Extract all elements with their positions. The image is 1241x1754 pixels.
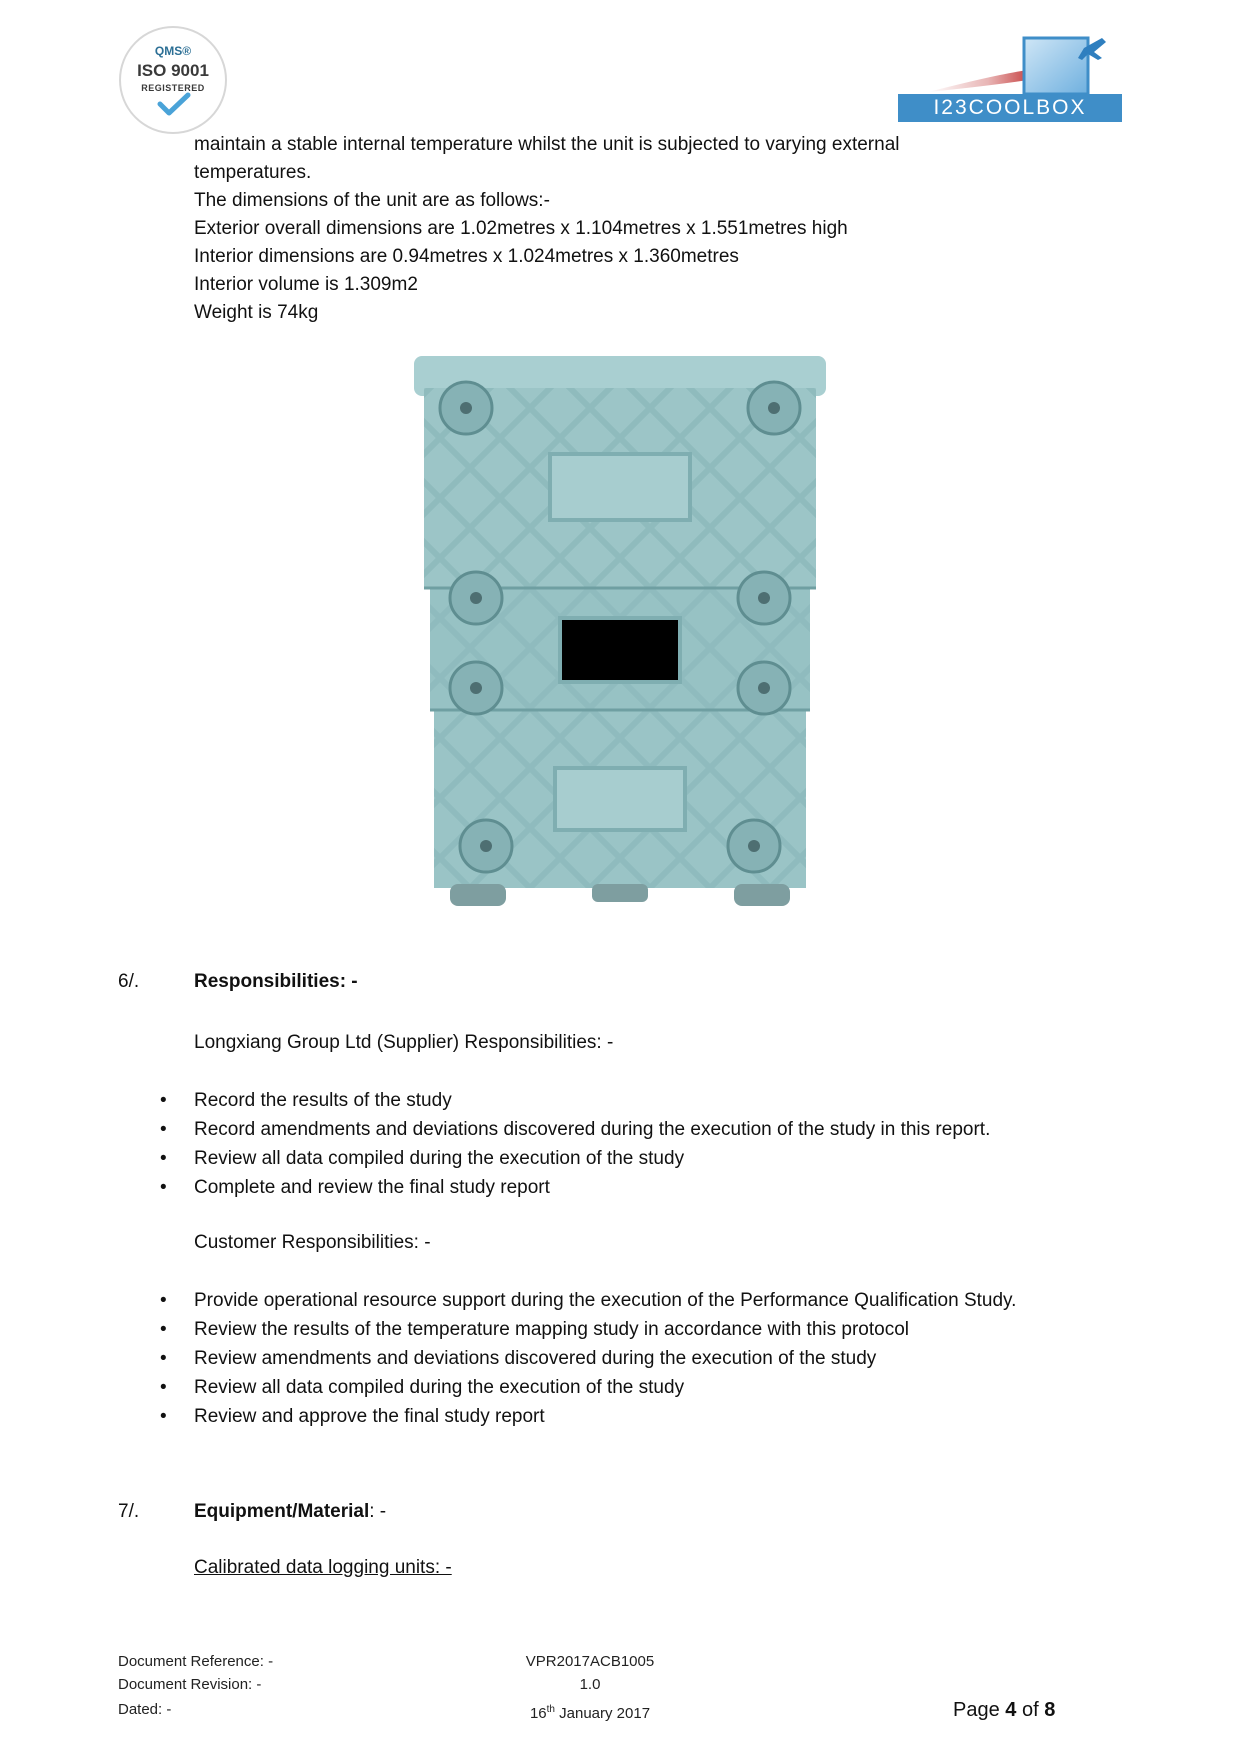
qms-iso-badge <box>119 26 227 134</box>
logging-units-subheading: Calibrated data logging units: - <box>194 1557 452 1578</box>
bullet-text: Review the results of the temperature mapping study in accordance with this protocol <box>194 1319 909 1340</box>
bullet-icon: • <box>160 1319 167 1340</box>
intro-line: Interior volume is 1.309m2 <box>194 274 418 295</box>
intro-line: Exterior overall dimensions are 1.02metres x 1.104metres x 1.551metres high <box>194 218 848 239</box>
intro-paragraph <box>194 131 900 327</box>
qms-label: QMS® <box>154 44 192 58</box>
iso-label: ISO 9001 <box>137 61 209 80</box>
footer-rev-label: Document Revision: - <box>118 1676 262 1693</box>
footer-dated-label: Dated: - <box>118 1701 172 1718</box>
bullet-text: Provide operational resource support during the execution of the Performance Qualification Study. <box>194 1290 1017 1311</box>
section-7-number: 7/. <box>118 1501 140 1522</box>
registered-label: REGISTERED <box>141 83 205 93</box>
intro-line: temperatures. <box>194 162 312 183</box>
list-item <box>0 1316 1241 1345</box>
bullet-text: Record amendments and deviations discovered during the execution of the study in this report. <box>194 1119 991 1140</box>
date-suffix: th <box>546 1704 555 1715</box>
coolbox-product-image <box>410 348 830 918</box>
section-6-title: Responsibilities: - <box>194 971 358 992</box>
bullet-text: Review and approve the final study report <box>194 1406 545 1427</box>
section-7-title-text: Equipment/Material <box>194 1501 370 1522</box>
section-6-number: 6/. <box>118 971 140 992</box>
page-number <box>953 1698 1055 1722</box>
bullet-icon: • <box>160 1148 167 1169</box>
intro-line: Interior dimensions are 0.94metres x 1.024metres x 1.360metres <box>194 246 739 267</box>
list-item <box>0 1345 1241 1374</box>
bullet-icon: • <box>160 1348 167 1369</box>
section-7-title-suffix: : - <box>369 1501 387 1522</box>
list-item <box>0 1403 1241 1432</box>
bullet-text: Complete and review the final study report <box>194 1177 550 1198</box>
list-item <box>0 1087 1241 1116</box>
bullet-text: Review all data compiled during the execution of the study <box>194 1148 685 1169</box>
list-item <box>0 1174 1241 1203</box>
customer-bullet-list <box>0 1287 1241 1432</box>
logo-text: I23COOLBOX <box>898 94 1122 122</box>
checkmark-icon <box>157 92 191 116</box>
company-logo <box>898 34 1122 122</box>
bullet-icon: • <box>160 1177 167 1198</box>
intro-line: Weight is 74kg <box>194 302 319 323</box>
date-day: 16 <box>529 1705 547 1722</box>
footer-ref-label: Document Reference: - <box>118 1653 274 1670</box>
page-middle: of <box>1016 1699 1045 1721</box>
section-7-title <box>194 1498 386 1526</box>
page-prefix: Page <box>953 1699 1006 1721</box>
bullet-icon: • <box>160 1119 167 1140</box>
bullet-icon: • <box>160 1290 167 1311</box>
page-current: 4 <box>1005 1699 1017 1721</box>
list-item <box>0 1116 1241 1145</box>
logo-graphic <box>898 34 1122 96</box>
footer-date-value <box>480 1700 700 1724</box>
page-total: 8 <box>1044 1699 1056 1721</box>
footer-rev-value: 1.0 <box>579 1676 601 1693</box>
intro-line: The dimensions of the unit are as follows:- <box>194 190 550 211</box>
supplier-bullet-list <box>0 1087 1241 1203</box>
date-rest: January 2017 <box>554 1705 651 1722</box>
list-item <box>0 1287 1241 1316</box>
list-item <box>0 1374 1241 1403</box>
intro-line: maintain a stable internal temperature whilst the unit is subjected to varying external <box>194 134 900 155</box>
bullet-text: Record the results of the study <box>194 1090 452 1111</box>
bullet-icon: • <box>160 1377 167 1398</box>
list-item <box>0 1145 1241 1174</box>
bullet-icon: • <box>160 1090 167 1111</box>
bullet-text: Review amendments and deviations discovered during the execution of the study <box>194 1348 877 1369</box>
supplier-heading: Longxiang Group Ltd (Supplier) Responsibilities: - <box>194 1032 614 1053</box>
bullet-icon: • <box>160 1406 167 1427</box>
footer-ref-value: VPR2017ACB1005 <box>525 1653 655 1670</box>
bullet-text: Review all data compiled during the execution of the study <box>194 1377 685 1398</box>
customer-heading: Customer Responsibilities: - <box>194 1232 431 1253</box>
